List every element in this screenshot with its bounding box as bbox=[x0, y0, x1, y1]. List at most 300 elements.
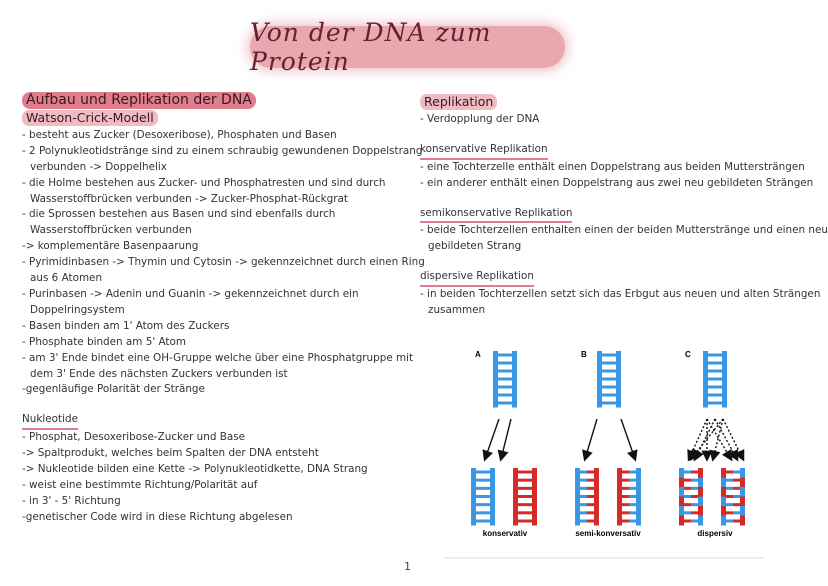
dna-rung bbox=[498, 362, 505, 365]
dna-rung bbox=[505, 370, 512, 373]
dna-rung bbox=[587, 479, 594, 482]
dna-rung bbox=[715, 402, 722, 405]
caption-konservativ: konservativ bbox=[482, 529, 528, 538]
text-line: -> komplementäre Basenpaarung bbox=[22, 240, 199, 253]
dna-rail bbox=[617, 478, 622, 488]
dna-rail bbox=[721, 497, 726, 507]
text-line: - ein anderer enthält einen Doppelstrang aus zwei neu gebildeten Strängen bbox=[420, 176, 814, 189]
dna-rung bbox=[684, 495, 691, 498]
dna-rung bbox=[622, 487, 629, 490]
dna-rung bbox=[518, 487, 525, 490]
dna-rail bbox=[490, 478, 495, 488]
dna-rung bbox=[691, 495, 698, 498]
dna-rail bbox=[493, 379, 498, 389]
dna-rung bbox=[733, 511, 740, 514]
dna-rung bbox=[483, 520, 490, 523]
dna-rung bbox=[629, 511, 636, 514]
daughter-a-new bbox=[513, 468, 537, 526]
dna-rung bbox=[708, 370, 715, 373]
dna-rail bbox=[532, 478, 537, 488]
text-line: dem 3' Ende des nächsten Zuckers verbunden ist bbox=[30, 367, 288, 380]
dna-rail bbox=[594, 478, 599, 488]
dna-rail bbox=[532, 506, 537, 516]
dna-rung bbox=[691, 487, 698, 490]
dna-rail bbox=[471, 506, 476, 516]
dna-rung bbox=[587, 495, 594, 498]
dna-rung bbox=[525, 495, 532, 498]
arrow-a-left bbox=[485, 419, 499, 459]
dna-rung bbox=[476, 503, 483, 506]
text-line: - Basen binden am 1' Atom des Zuckers bbox=[22, 319, 230, 332]
dna-rail bbox=[698, 478, 703, 488]
right-column bbox=[420, 94, 828, 319]
text-line: Doppelringsystem bbox=[30, 303, 125, 316]
dna-rail bbox=[722, 379, 727, 389]
dna-rail bbox=[597, 360, 602, 370]
dna-rail bbox=[698, 497, 703, 507]
dna-rung bbox=[726, 520, 733, 523]
caption-semi-konservativ: semi-konversativ bbox=[575, 529, 641, 538]
dna-rung bbox=[580, 487, 587, 490]
dna-rung bbox=[609, 378, 616, 381]
text-line: - beide Tochterzellen enthalten einen der beiden Mutterstränge und einen neu bbox=[420, 224, 828, 237]
dna-rung bbox=[580, 479, 587, 482]
dna-rung bbox=[518, 520, 525, 523]
text-line: Wasserstoffbrücken verbunden -> Zucker-Phosphat-Rückgrat bbox=[30, 192, 348, 205]
dna-rung bbox=[708, 402, 715, 405]
dna-rung bbox=[691, 471, 698, 474]
dna-rung bbox=[715, 378, 722, 381]
dna-rung bbox=[505, 354, 512, 357]
dna-rail bbox=[721, 487, 726, 497]
dna-rung bbox=[525, 487, 532, 490]
dna-rung bbox=[525, 479, 532, 482]
dna-rail bbox=[722, 398, 727, 408]
text-line: zusammen bbox=[428, 304, 486, 317]
section-heading-replikation: Replikation bbox=[420, 94, 497, 110]
dna-rung bbox=[505, 386, 512, 389]
dna-rail bbox=[493, 360, 498, 370]
dna-rail bbox=[722, 388, 727, 398]
dna-rung bbox=[498, 386, 505, 389]
dna-rail bbox=[513, 478, 518, 488]
dna-rail bbox=[471, 478, 476, 488]
dna-rung bbox=[505, 402, 512, 405]
dna-rail bbox=[698, 468, 703, 478]
dna-rail bbox=[703, 370, 708, 380]
dna-rail bbox=[636, 506, 641, 516]
dna-rung bbox=[580, 503, 587, 506]
dna-rail bbox=[703, 351, 708, 361]
dna-rung bbox=[726, 471, 733, 474]
text-line: - Verdopplung der DNA bbox=[420, 112, 540, 125]
dna-rail bbox=[493, 370, 498, 380]
dna-rail bbox=[471, 487, 476, 497]
dna-rail bbox=[698, 516, 703, 526]
dna-rail bbox=[597, 398, 602, 408]
dna-rung bbox=[483, 503, 490, 506]
dna-rail bbox=[490, 506, 495, 516]
dna-rung bbox=[476, 520, 483, 523]
dna-rail bbox=[703, 379, 708, 389]
dna-rung bbox=[602, 354, 609, 357]
section-heading-aufbau: Aufbau und Replikation der DNA bbox=[22, 92, 256, 109]
dna-rung bbox=[629, 520, 636, 523]
dna-rung bbox=[505, 378, 512, 381]
dna-rung bbox=[609, 402, 616, 405]
dna-rung bbox=[691, 503, 698, 506]
dna-rail bbox=[575, 478, 580, 488]
dna-rung bbox=[483, 487, 490, 490]
dna-rail bbox=[513, 468, 518, 478]
dna-rail bbox=[512, 398, 517, 408]
dna-rail bbox=[616, 360, 621, 370]
dna-rung bbox=[525, 520, 532, 523]
dna-rung bbox=[518, 471, 525, 474]
dna-rung bbox=[518, 503, 525, 506]
dna-rung bbox=[483, 471, 490, 474]
dna-rung bbox=[726, 495, 733, 498]
dna-rung bbox=[518, 511, 525, 514]
dna-rung bbox=[505, 362, 512, 365]
text-line: gebildeten Strang bbox=[428, 240, 522, 253]
dna-rail bbox=[532, 487, 537, 497]
dna-rung bbox=[715, 354, 722, 357]
dna-rung bbox=[622, 511, 629, 514]
dna-rail bbox=[512, 388, 517, 398]
dna-rung bbox=[580, 520, 587, 523]
dna-rail bbox=[597, 351, 602, 361]
text-line: -> Nukleotide bilden eine Kette -> Polynukleotidkette, DNA Strang bbox=[22, 463, 368, 476]
dna-rung bbox=[733, 479, 740, 482]
arrow-c-2 bbox=[707, 419, 731, 459]
dna-rail bbox=[512, 351, 517, 361]
arrow-b-left bbox=[585, 419, 597, 459]
daughter-c-2 bbox=[721, 468, 745, 526]
caption-dispersiv: dispersiv bbox=[697, 529, 733, 538]
dna-rail bbox=[471, 516, 476, 526]
daughter-b-2 bbox=[617, 468, 641, 526]
dna-rail bbox=[679, 516, 684, 526]
dna-rung bbox=[684, 511, 691, 514]
dna-rail bbox=[679, 487, 684, 497]
dna-rail bbox=[721, 468, 726, 478]
dna-rung bbox=[525, 471, 532, 474]
dna-rung bbox=[684, 487, 691, 490]
text-line: - am 3' Ende bindet eine OH-Gruppe welche über eine Phosphatgruppe mit bbox=[22, 351, 414, 364]
dna-rail bbox=[575, 506, 580, 516]
dna-rail bbox=[703, 398, 708, 408]
text-line: - weist eine bestimmte Richtung/Polarität auf bbox=[22, 478, 258, 491]
dna-rung bbox=[498, 402, 505, 405]
dna-rail bbox=[679, 506, 684, 516]
dna-rail bbox=[597, 388, 602, 398]
dna-rail bbox=[616, 388, 621, 398]
dna-rail bbox=[597, 370, 602, 380]
text-line: - 2 Polynukleotidstränge sind zu einem schraubig gewundenen Doppelstrang bbox=[22, 144, 423, 157]
dna-rail bbox=[740, 478, 745, 488]
dna-rail bbox=[722, 370, 727, 380]
dna-rung bbox=[587, 520, 594, 523]
dna-rail bbox=[617, 497, 622, 507]
dna-rail bbox=[636, 478, 641, 488]
dna-rail bbox=[513, 516, 518, 526]
dna-rail bbox=[698, 506, 703, 516]
replication-figure bbox=[445, 345, 765, 560]
text-line: -gegenläufige Polarität der Stränge bbox=[22, 383, 205, 396]
dna-rung bbox=[580, 495, 587, 498]
dna-rung bbox=[476, 487, 483, 490]
dna-rail bbox=[703, 388, 708, 398]
dna-rail bbox=[616, 351, 621, 361]
dna-rung bbox=[726, 503, 733, 506]
dna-rung bbox=[726, 479, 733, 482]
arrow-c-7 bbox=[723, 419, 743, 459]
dna-rung bbox=[629, 487, 636, 490]
dna-rail bbox=[698, 487, 703, 497]
dna-rung bbox=[622, 520, 629, 523]
dna-rung bbox=[733, 495, 740, 498]
dna-rung bbox=[708, 386, 715, 389]
dna-rung bbox=[726, 511, 733, 514]
dna-rail bbox=[490, 497, 495, 507]
dna-rung bbox=[580, 471, 587, 474]
subheading-dispersiv: dispersive Replikation bbox=[420, 269, 534, 287]
dna-rail bbox=[575, 487, 580, 497]
text-line: -genetischer Code wird in diese Richtung abgelesen bbox=[22, 510, 293, 523]
text-line: - Purinbasen -> Adenin und Guanin -> gekennzeichnet durch ein bbox=[22, 287, 359, 300]
dna-rung bbox=[483, 511, 490, 514]
dna-rung bbox=[691, 520, 698, 523]
daughter-c-1 bbox=[679, 468, 703, 526]
dna-rung bbox=[587, 511, 594, 514]
dna-rung bbox=[609, 386, 616, 389]
dna-rung bbox=[483, 495, 490, 498]
dna-rail bbox=[532, 497, 537, 507]
dna-rail bbox=[471, 468, 476, 478]
dna-rail bbox=[513, 497, 518, 507]
dna-rung bbox=[629, 503, 636, 506]
dna-rail bbox=[512, 379, 517, 389]
dna-rung bbox=[498, 354, 505, 357]
dna-rung bbox=[733, 503, 740, 506]
dna-rail bbox=[594, 487, 599, 497]
dna-rung bbox=[476, 471, 483, 474]
dna-rail bbox=[679, 468, 684, 478]
dna-rung bbox=[602, 362, 609, 365]
text-line: - Pyrimidinbasen -> Thymin und Cytosin -> gekennzeichnet durch einen Ring bbox=[22, 256, 425, 269]
figure-label-b: B bbox=[581, 350, 587, 359]
dna-rung bbox=[476, 479, 483, 482]
dna-rung bbox=[505, 394, 512, 397]
dna-rung bbox=[476, 511, 483, 514]
dna-rail bbox=[721, 516, 726, 526]
replication-diagram bbox=[445, 345, 765, 560]
arrow-b-right bbox=[621, 419, 635, 459]
dna-rail bbox=[703, 360, 708, 370]
parent-dna-2 bbox=[703, 351, 727, 408]
dna-rail bbox=[617, 468, 622, 478]
dna-rail bbox=[616, 398, 621, 408]
dna-rung bbox=[708, 354, 715, 357]
dna-rail bbox=[594, 516, 599, 526]
arrow-c-6 bbox=[713, 419, 723, 459]
dna-rung bbox=[629, 495, 636, 498]
dna-rung bbox=[587, 503, 594, 506]
subheading-watson-crick: Watson-Crick-Modell bbox=[22, 110, 158, 126]
dna-rung bbox=[691, 479, 698, 482]
dna-rung bbox=[622, 503, 629, 506]
dna-rail bbox=[617, 487, 622, 497]
page-title: Von der DNA zum Protein bbox=[250, 26, 565, 68]
dna-rung bbox=[525, 511, 532, 514]
dna-rail bbox=[490, 516, 495, 526]
figure-label-a: A bbox=[475, 350, 481, 359]
dna-rail bbox=[616, 379, 621, 389]
dna-rail bbox=[740, 497, 745, 507]
dna-rung bbox=[684, 479, 691, 482]
dna-rung bbox=[609, 362, 616, 365]
dna-rail bbox=[636, 468, 641, 478]
page-number: 1 bbox=[404, 560, 411, 573]
text-line: - eine Tochterzelle enthält einen Doppelstrang aus beiden Muttersträngen bbox=[420, 160, 805, 173]
dna-rail bbox=[512, 370, 517, 380]
dna-rung bbox=[726, 487, 733, 490]
dna-rail bbox=[721, 478, 726, 488]
dna-rail bbox=[532, 468, 537, 478]
dna-rung bbox=[708, 394, 715, 397]
dna-rung bbox=[622, 495, 629, 498]
text-line: - in beiden Tochterzellen setzt sich das Erbgut aus neuen und alten Strängen bbox=[420, 288, 821, 301]
text-line: aus 6 Atomen bbox=[30, 272, 103, 285]
text-line: verbunden -> Doppelhelix bbox=[30, 160, 167, 173]
daughter-a-old bbox=[471, 468, 495, 526]
dna-rung bbox=[622, 479, 629, 482]
dna-rung bbox=[622, 471, 629, 474]
dna-rail bbox=[740, 516, 745, 526]
dna-rung bbox=[715, 370, 722, 373]
text-line: - in 3' - 5' Richtung bbox=[22, 494, 121, 507]
text-line: - Phosphat, Desoxeribose-Zucker und Base bbox=[22, 431, 246, 444]
text-line: - besteht aus Zucker (Desoxeribose), Phosphaten und Basen bbox=[22, 128, 337, 141]
dna-rail bbox=[575, 468, 580, 478]
dna-rail bbox=[594, 497, 599, 507]
dna-rail bbox=[512, 360, 517, 370]
dna-rail bbox=[575, 497, 580, 507]
dna-rung bbox=[498, 370, 505, 373]
dna-rail bbox=[636, 487, 641, 497]
dna-rung bbox=[708, 362, 715, 365]
dna-rail bbox=[721, 506, 726, 516]
dna-rung bbox=[715, 386, 722, 389]
dna-rung bbox=[602, 402, 609, 405]
daughter-b-1 bbox=[575, 468, 599, 526]
dna-rail bbox=[740, 487, 745, 497]
dna-rail bbox=[740, 506, 745, 516]
dna-rail bbox=[493, 398, 498, 408]
dna-rung bbox=[715, 362, 722, 365]
dna-rail bbox=[594, 468, 599, 478]
dna-rung bbox=[684, 471, 691, 474]
dna-rail bbox=[636, 516, 641, 526]
dna-rail bbox=[740, 468, 745, 478]
dna-rail bbox=[597, 379, 602, 389]
dna-rung bbox=[498, 378, 505, 381]
subheading-konservativ: konservative Replikation bbox=[420, 142, 548, 160]
parent-dna-1 bbox=[597, 351, 621, 408]
dna-rung bbox=[518, 479, 525, 482]
dna-rung bbox=[518, 495, 525, 498]
arrow-c-0 bbox=[689, 419, 707, 459]
dna-rung bbox=[684, 520, 691, 523]
dna-rung bbox=[602, 370, 609, 373]
dna-rung bbox=[609, 354, 616, 357]
dna-rail bbox=[471, 497, 476, 507]
parent-dna-0 bbox=[493, 351, 517, 408]
dna-rail bbox=[490, 468, 495, 478]
dna-rail bbox=[513, 506, 518, 516]
dna-rail bbox=[617, 516, 622, 526]
figure-label-c: C bbox=[685, 350, 691, 359]
dna-rail bbox=[490, 487, 495, 497]
arrow-a-right bbox=[501, 419, 511, 459]
dna-rung bbox=[609, 370, 616, 373]
dna-rung bbox=[691, 511, 698, 514]
dna-rung bbox=[629, 479, 636, 482]
dna-rail bbox=[616, 370, 621, 380]
dna-rung bbox=[483, 479, 490, 482]
text-line: -> Spaltprodukt, welches beim Spalten der DNA entsteht bbox=[22, 447, 319, 460]
text-line: Wasserstoffbrücken verbunden bbox=[30, 224, 192, 237]
dna-rung bbox=[684, 503, 691, 506]
text-line: - die Holme bestehen aus Zucker- und Phosphatresten und sind durch bbox=[22, 176, 386, 189]
dna-rung bbox=[580, 511, 587, 514]
text-line: - die Sprossen bestehen aus Basen und sind ebenfalls durch bbox=[22, 208, 336, 221]
dna-rung bbox=[587, 487, 594, 490]
dna-rung bbox=[733, 487, 740, 490]
subheading-semikonservativ: semikonservative Replikation bbox=[420, 206, 572, 224]
dna-rail bbox=[513, 487, 518, 497]
left-column bbox=[22, 92, 425, 526]
dna-rail bbox=[493, 388, 498, 398]
text-line: - Phosphate binden am 5' Atom bbox=[22, 335, 186, 348]
dna-rung bbox=[602, 386, 609, 389]
dna-rung bbox=[609, 394, 616, 397]
dna-rail bbox=[575, 516, 580, 526]
dna-rail bbox=[594, 506, 599, 516]
dna-rail bbox=[722, 351, 727, 361]
dna-rung bbox=[708, 378, 715, 381]
dna-rung bbox=[733, 520, 740, 523]
dna-rail bbox=[679, 497, 684, 507]
subheading-nukleotide: Nukleotide bbox=[22, 412, 78, 430]
dna-rail bbox=[679, 478, 684, 488]
dna-rail bbox=[532, 516, 537, 526]
dna-rung bbox=[715, 394, 722, 397]
dna-rung bbox=[602, 394, 609, 397]
dna-rung bbox=[498, 394, 505, 397]
dna-rung bbox=[733, 471, 740, 474]
dna-rung bbox=[476, 495, 483, 498]
dna-rail bbox=[636, 497, 641, 507]
dna-rung bbox=[629, 471, 636, 474]
dna-rung bbox=[602, 378, 609, 381]
dna-rung bbox=[587, 471, 594, 474]
dna-rail bbox=[617, 506, 622, 516]
dna-rail bbox=[722, 360, 727, 370]
dna-rung bbox=[525, 503, 532, 506]
dna-rail bbox=[493, 351, 498, 361]
